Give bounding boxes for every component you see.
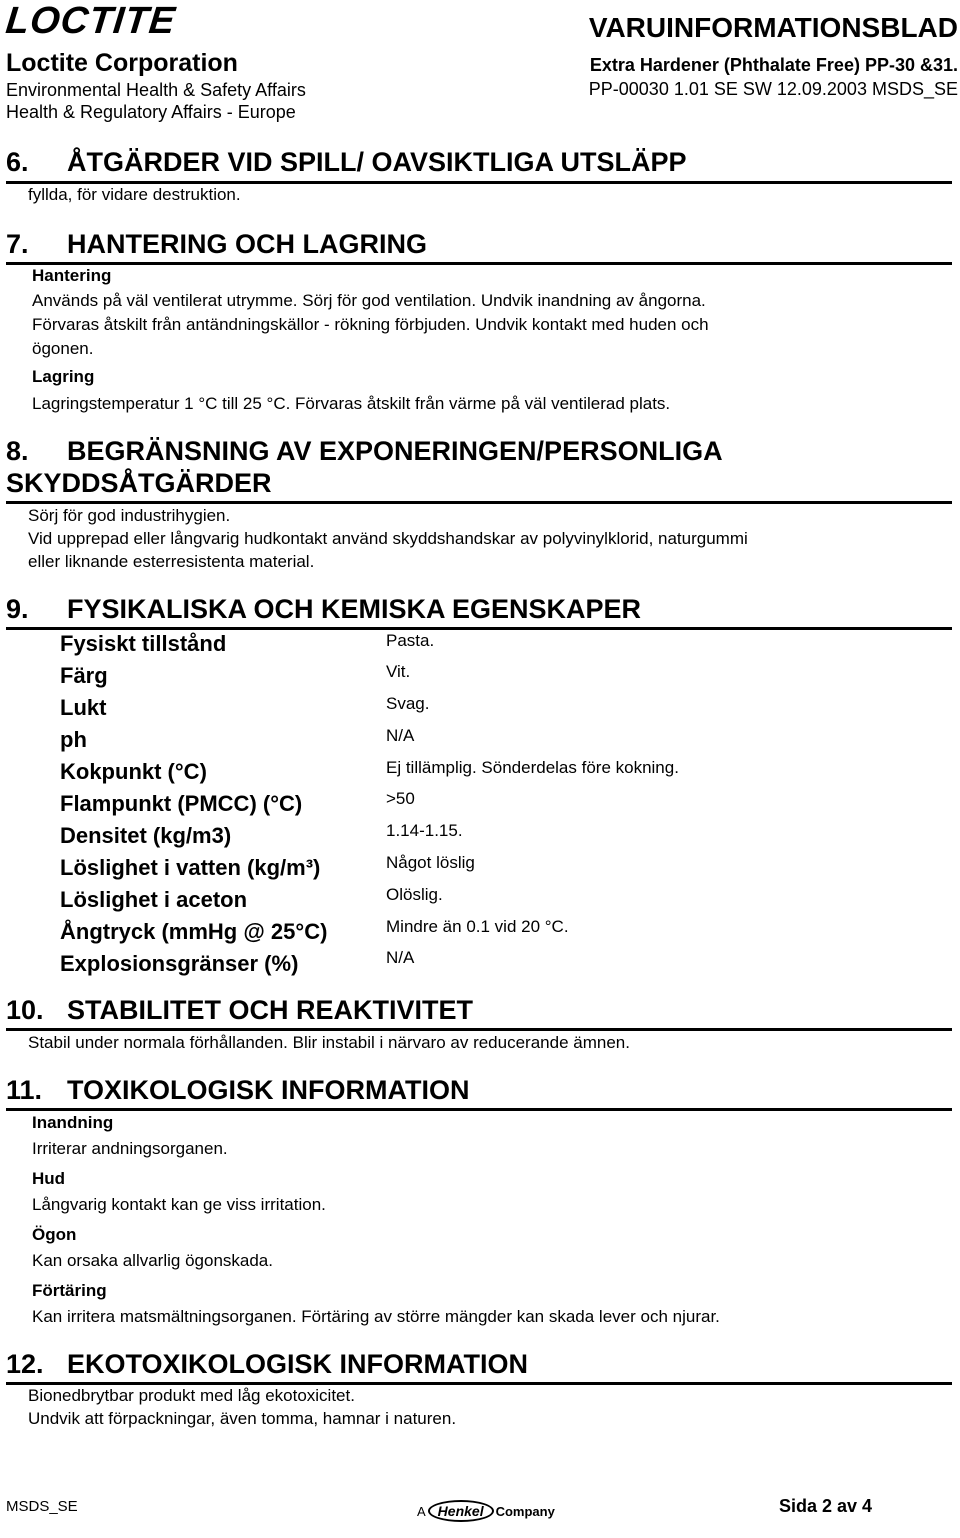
property-value: Ej tillämplig. Sönderdelas före kokning. bbox=[386, 758, 679, 777]
section-number: 7. bbox=[6, 229, 29, 259]
property-value: Pasta. bbox=[386, 631, 435, 650]
subheading-hantering: Hantering bbox=[32, 266, 112, 285]
property-label: Färg bbox=[60, 663, 108, 688]
section-11-heading bbox=[6, 1074, 470, 1107]
product-name: Extra Hardener (Phthalate Free) PP-30 &31. bbox=[589, 55, 958, 75]
fortaring-text: Kan irritera matsmältningsorganen. Förtäring av större mängder kan skada lever och njurar. bbox=[32, 1307, 720, 1326]
hantering-line-2: Förvaras åtskilt från antändningskällor - rökning förbjuden. Undvik kontakt med huden och bbox=[32, 315, 709, 334]
section-number: 12. bbox=[6, 1349, 44, 1379]
lagring-line: Lagringstemperatur 1 °C till 25 °C. Förvaras åtskilt från värme på väl ventilerad plats. bbox=[32, 394, 671, 413]
section-title: BEGRÄNSNING AV EXPONERINGEN/PERSONLIGA bbox=[67, 436, 723, 466]
hud-text: Långvarig kontakt kan ge viss irritation. bbox=[32, 1195, 326, 1214]
section-6-text: fyllda, för vidare destruktion. bbox=[28, 185, 241, 204]
subheading-ogon: Ögon bbox=[32, 1225, 77, 1244]
property-label: Explosionsgränser (%) bbox=[60, 951, 299, 976]
section-8-line-2: Vid upprepad eller långvarig hudkontakt använd skyddshandskar av polyvinylklorid, naturgummi bbox=[28, 529, 748, 548]
property-value: 1.14-1.15. bbox=[386, 821, 463, 840]
section-8-line-1: Sörj för god industrihygien. bbox=[28, 506, 231, 525]
henkel-logo bbox=[417, 1500, 555, 1522]
section-title: ÅTGÄRDER VID SPILL/ OAVSIKTLIGA UTSLÄPP bbox=[67, 147, 687, 177]
subheading-fortaring: Förtäring bbox=[32, 1281, 107, 1300]
section-9-heading bbox=[6, 593, 641, 626]
section-number: 8. bbox=[6, 436, 29, 466]
section-title: HANTERING OCH LAGRING bbox=[67, 229, 427, 259]
property-value: N/A bbox=[386, 726, 415, 745]
inandning-text: Irriterar andningsorganen. bbox=[32, 1139, 228, 1158]
section-title: STABILITET OCH REAKTIVITET bbox=[67, 995, 473, 1025]
section-title: TOXIKOLOGISK INFORMATION bbox=[67, 1075, 470, 1105]
property-value: N/A bbox=[386, 948, 415, 967]
property-value: Vit. bbox=[386, 662, 411, 681]
section-number: 9. bbox=[6, 594, 29, 624]
subheading-lagring: Lagring bbox=[32, 367, 95, 386]
document-type: VARUINFORMATIONSBLAD bbox=[588, 12, 958, 43]
property-value: Mindre än 0.1 vid 20 °C. bbox=[386, 917, 569, 936]
subheading-inandning: Inandning bbox=[32, 1113, 114, 1132]
property-value: Något löslig bbox=[386, 853, 475, 872]
section-number: 10. bbox=[6, 995, 44, 1025]
property-label: Flampunkt (PMCC) (°C) bbox=[60, 791, 303, 816]
property-label: Lukt bbox=[60, 695, 107, 720]
property-label: Kokpunkt (°C) bbox=[60, 759, 207, 784]
section-8-heading bbox=[6, 435, 723, 468]
section-8-line-3: eller liknande esterresistenta material. bbox=[28, 552, 315, 571]
section-12-heading bbox=[6, 1348, 528, 1381]
henkel-company: Company bbox=[495, 1503, 555, 1519]
section-rule bbox=[6, 1108, 952, 1111]
section-number: 6. bbox=[6, 147, 29, 177]
property-label: Fysiskt tillstånd bbox=[60, 631, 227, 656]
subheading-hud: Hud bbox=[32, 1169, 66, 1188]
property-label: Ångtryck (mmHg @ 25°C) bbox=[60, 919, 328, 944]
property-value: Olöslig. bbox=[386, 885, 443, 904]
department-line-1: Environmental Health & Safety Affairs bbox=[6, 80, 306, 100]
henkel-name: Henkel bbox=[428, 1500, 494, 1522]
property-label: Löslighet i vatten (kg/m³) bbox=[60, 855, 321, 880]
section-number: 11. bbox=[6, 1075, 43, 1105]
ogon-text: Kan orsaka allvarlig ögonskada. bbox=[32, 1251, 273, 1270]
section-10-text: Stabil under normala förhållanden. Blir instabil i närvaro av reducerande ämnen. bbox=[28, 1033, 630, 1052]
property-label: Densitet (kg/m3) bbox=[60, 823, 232, 848]
property-value: Svag. bbox=[386, 694, 430, 713]
footer-doc-code: MSDS_SE bbox=[6, 1498, 78, 1515]
section-6-heading bbox=[6, 146, 687, 179]
section-rule bbox=[6, 627, 952, 630]
section-title: FYSIKALISKA OCH KEMISKA EGENSKAPER bbox=[67, 594, 642, 624]
document-id: PP-00030 1.01 SE SW 12.09.2003 MSDS_SE bbox=[588, 79, 958, 99]
page-number: Sida 2 av 4 bbox=[778, 1496, 872, 1516]
property-label: ph bbox=[60, 727, 87, 752]
section-rule bbox=[6, 262, 952, 265]
department-line-2: Health & Regulatory Affairs - Europe bbox=[6, 102, 296, 122]
section-title: EKOTOXIKOLOGISK INFORMATION bbox=[67, 1349, 529, 1379]
section-12-line-2: Undvik att förpackningar, även tomma, hamnar i naturen. bbox=[28, 1409, 457, 1428]
henkel-a: A bbox=[417, 1503, 426, 1519]
company-name: Loctite Corporation bbox=[6, 49, 238, 77]
hantering-line-3: ögonen. bbox=[32, 339, 94, 358]
loctite-logo: LOCTITE bbox=[3, 0, 178, 42]
property-value: >50 bbox=[386, 789, 415, 808]
property-label: Löslighet i aceton bbox=[60, 887, 248, 912]
section-12-line-1: Bionedbrytbar produkt med låg ekotoxicitet. bbox=[28, 1386, 355, 1405]
section-10-heading bbox=[6, 994, 473, 1027]
section-8-heading-line-2: SKYDDSÅTGÄRDER bbox=[6, 468, 272, 498]
section-7-heading bbox=[6, 228, 427, 261]
hantering-line-1: Används på väl ventilerat utrymme. Sörj för god ventilation. Undvik inandning av ångorna. bbox=[32, 291, 706, 310]
